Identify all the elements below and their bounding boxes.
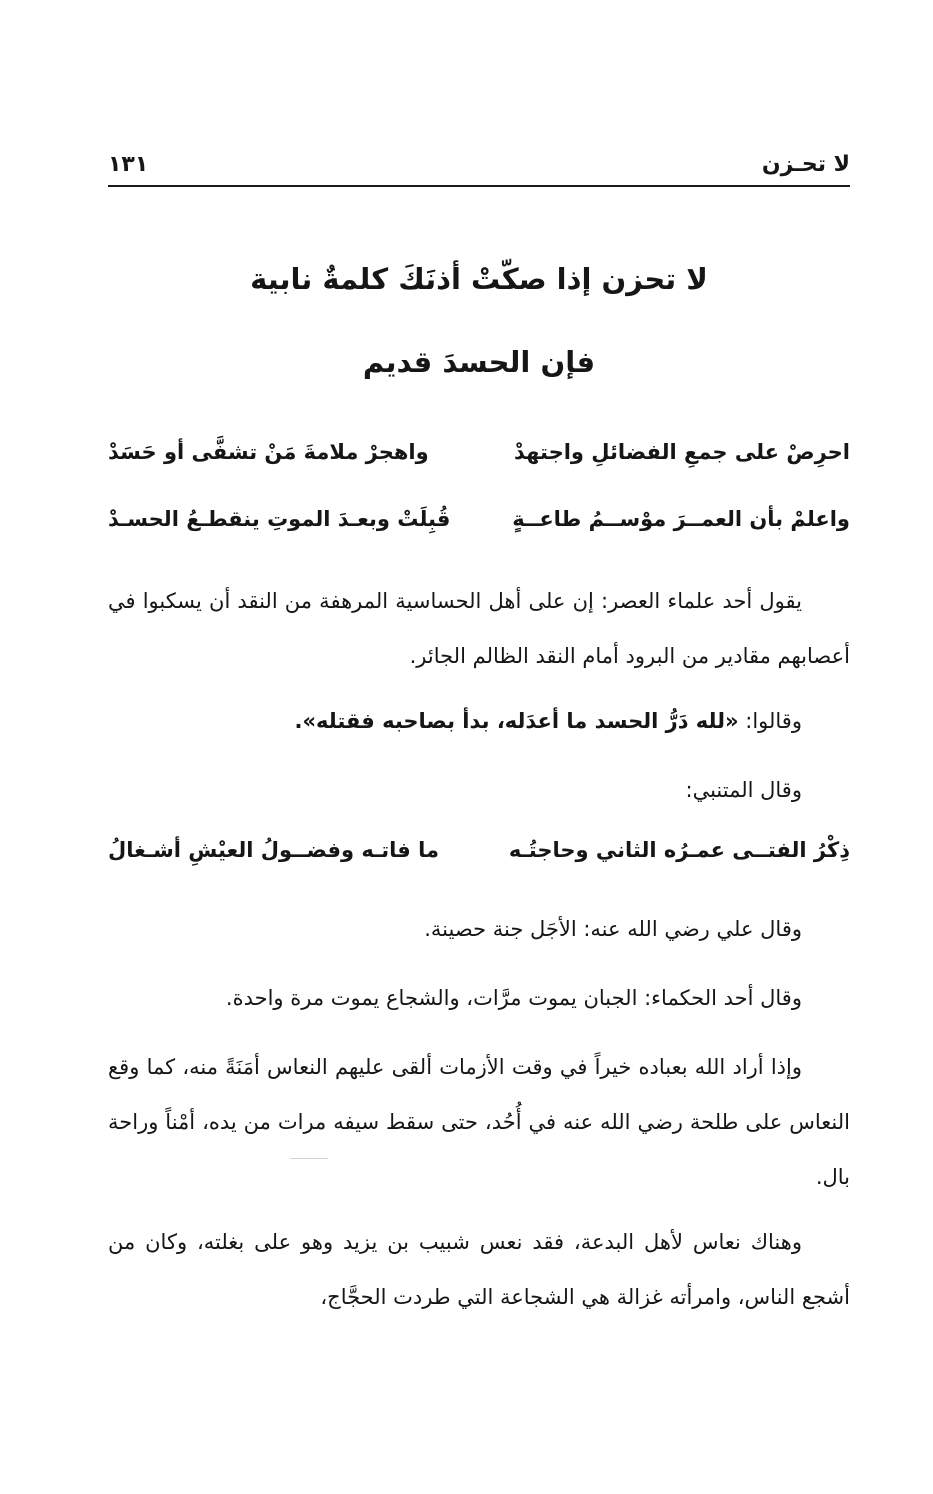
body-paragraph: يقول أحد علماء العصر: إن على أهل الحساسية المرهفة من النقد أن يسكبوا في أعصابهم مقادير من البرود أمام النقد الظالم الجائر.	[108, 589, 850, 668]
body-paragraph: وإذا أراد الله بعباده خيراً في وقت الأزمات ألقى عليهم النعاس أمَنَةً منه، كما وقع النعاس على طلحة رضي الله عنه في أُحُد، حتى سقط سيفه مرات من يده، أمْناً وراحة بال.	[108, 1055, 850, 1189]
quoted-saying: «لله دَرُّ الحسد ما أعدَله، بدأ بصاحبه فقتله».	[294, 709, 739, 733]
body-paragraph: وقال أحد الحكماء: الجبان يموت مرَّات، والشجاع يموت مرة واحدة.	[225, 986, 802, 1010]
body-paragraph	[108, 694, 850, 749]
verse-second-hemistich: قُبِلَتْ وبعـدَ الموتِ ينقطـعُ الحسـدْ	[108, 507, 451, 531]
quote-intro: وقالوا:	[738, 709, 802, 733]
body-paragraph: وقال المتنبي:	[685, 778, 802, 802]
body-paragraph: وقال علي رضي الله عنه: الأجَل جنة حصينة.	[424, 917, 802, 941]
verse-first-hemistich: ذِكْرُ الفتــى عمـرُه الثاني وحاجتُـه	[508, 838, 850, 862]
verse-second-hemistich: ما فاتـه وفضــولُ العيْشِ أشـغالُ	[108, 838, 439, 862]
body-paragraph: وهناك نعاس لأهل البدعة، فقد نعس شبيب بن يزيد وهو على بغلته، وكان من أشجع الناس، وامرأته غزالة هي الشجاعة التي طردت الحجَّاج،	[108, 1230, 850, 1309]
page-number: ١٣١	[108, 152, 149, 177]
poem-verse	[108, 440, 850, 480]
page-header	[108, 150, 850, 186]
scan-mark	[290, 1158, 328, 1159]
chapter-heading: لا تحزن إذا صكّتْ أذنَكَ كلمةٌ نابية	[250, 262, 708, 296]
header-divider	[108, 185, 850, 187]
running-title: لا تحـزن	[761, 152, 850, 177]
verse-first-hemistich: احرِصْ على جمعِ الفضائلِ واجتهدْ	[514, 440, 850, 464]
mutanabbi-verse	[108, 838, 850, 878]
poem-verse	[108, 507, 850, 547]
verse-first-hemistich: واعلمْ بأن العمــرَ موْســمُ طاعــةٍ	[512, 507, 850, 531]
verse-second-hemistich: واهجرْ ملامةَ مَنْ تشفَّى أو حَسَدْ	[108, 440, 429, 464]
chapter-subheading: فإن الحسدَ قديم	[362, 345, 596, 379]
